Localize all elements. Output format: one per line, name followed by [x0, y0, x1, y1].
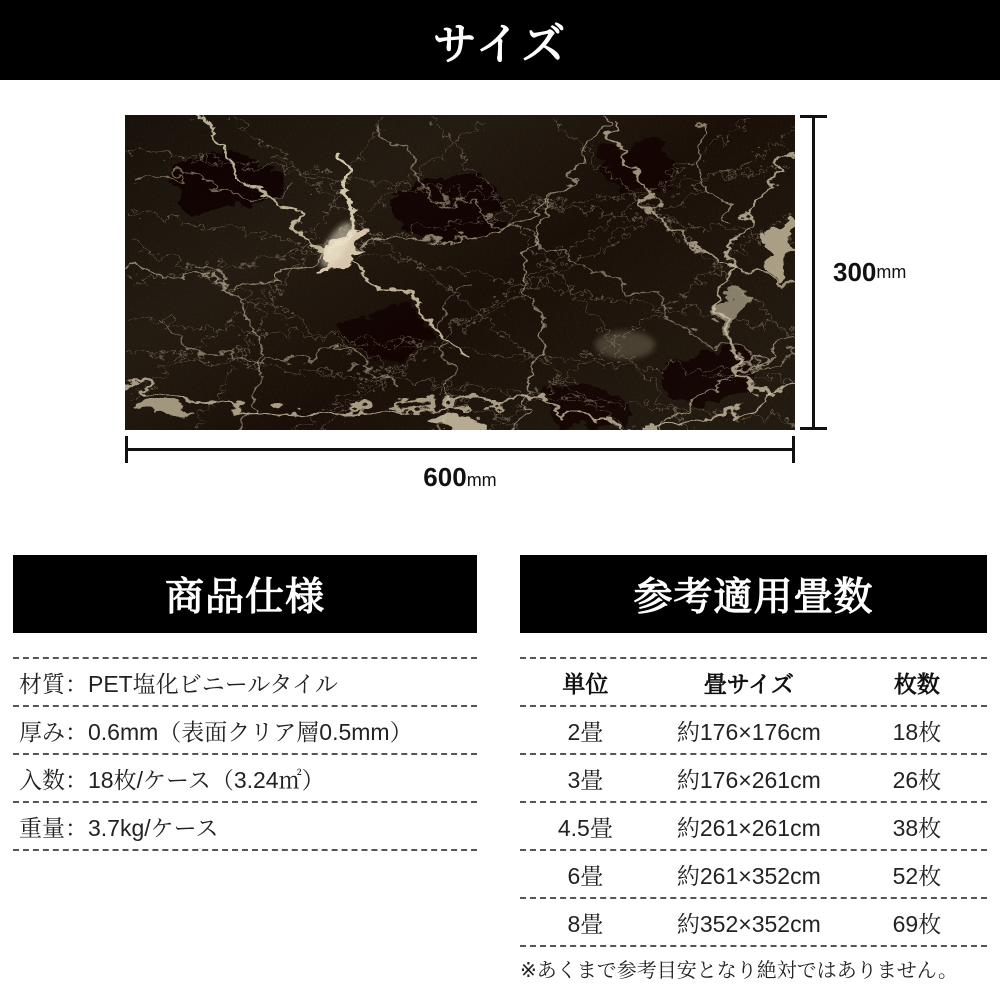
spec-row-weight: 重量：3.7kg/ケース — [13, 803, 477, 851]
specs-list — [13, 657, 477, 851]
cell-count: 52枚 — [892, 862, 942, 889]
width-value: 600 — [423, 462, 467, 492]
tatami-title: 参考適用畳数 — [633, 576, 874, 619]
cell-size: 約176×261cm — [676, 766, 821, 793]
marble-tile-image — [125, 115, 795, 430]
cell-count: 69枚 — [892, 910, 942, 937]
table-row — [520, 899, 987, 947]
cell-unit: 4.5畳 — [557, 814, 613, 841]
cell-unit: 3畳 — [567, 766, 604, 793]
height-dimension-line — [800, 115, 827, 430]
cell-size: 約261×261cm — [676, 814, 821, 841]
width-dimension-cap-left — [125, 436, 128, 463]
cell-count: 26枚 — [892, 766, 942, 793]
height-dimension-cap-top — [800, 115, 827, 118]
width-dimension-cap-right — [792, 436, 795, 463]
table-row — [520, 707, 987, 755]
table-row — [520, 851, 987, 899]
tatami-disclaimer: ※あくまで参考目安となり絶対ではありません。 — [520, 960, 958, 982]
height-dimension-rule — [812, 115, 815, 430]
specs-title: 商品仕様 — [164, 576, 325, 619]
height-dimension-label — [833, 115, 906, 430]
col-header-unit: 単位 — [562, 670, 609, 697]
cell-unit: 6畳 — [567, 862, 604, 889]
height-value: 300 — [833, 257, 877, 287]
cell-size: 約261×352cm — [676, 862, 821, 889]
tatami-panel — [520, 555, 987, 983]
tatami-table — [520, 657, 987, 947]
cell-count: 18枚 — [892, 718, 942, 745]
table-row — [520, 755, 987, 803]
col-header-size: 畳サイズ — [703, 670, 794, 697]
size-banner-title: サイズ — [432, 20, 568, 69]
tatami-column-headers — [520, 659, 987, 707]
width-dimension-line — [125, 436, 795, 463]
specs-header — [13, 555, 477, 633]
cell-unit: 8畳 — [567, 910, 604, 937]
cell-count: 38枚 — [892, 814, 942, 841]
cell-size: 約352×352cm — [676, 910, 821, 937]
spec-row-thickness: 厚み：0.6mm（表面クリア層0.5mm） — [13, 707, 477, 755]
col-header-count: 枚数 — [893, 670, 940, 697]
width-unit: mm — [466, 470, 497, 490]
tatami-header — [520, 555, 987, 633]
cell-unit: 2畳 — [567, 718, 604, 745]
marble-texture — [125, 115, 795, 430]
width-dimension-label — [125, 462, 795, 493]
size-banner — [0, 0, 1000, 80]
height-unit: mm — [876, 262, 907, 282]
specs-panel — [13, 555, 477, 851]
spec-row-quantity: 入数：18枚/ケース（3.24㎡） — [13, 755, 477, 803]
cell-size: 約176×176cm — [676, 718, 821, 745]
table-row — [520, 803, 987, 851]
spec-row-material: 材質：PET塩化ビニールタイル — [13, 659, 477, 707]
width-dimension-rule — [125, 448, 795, 451]
height-dimension-cap-bottom — [800, 427, 827, 430]
